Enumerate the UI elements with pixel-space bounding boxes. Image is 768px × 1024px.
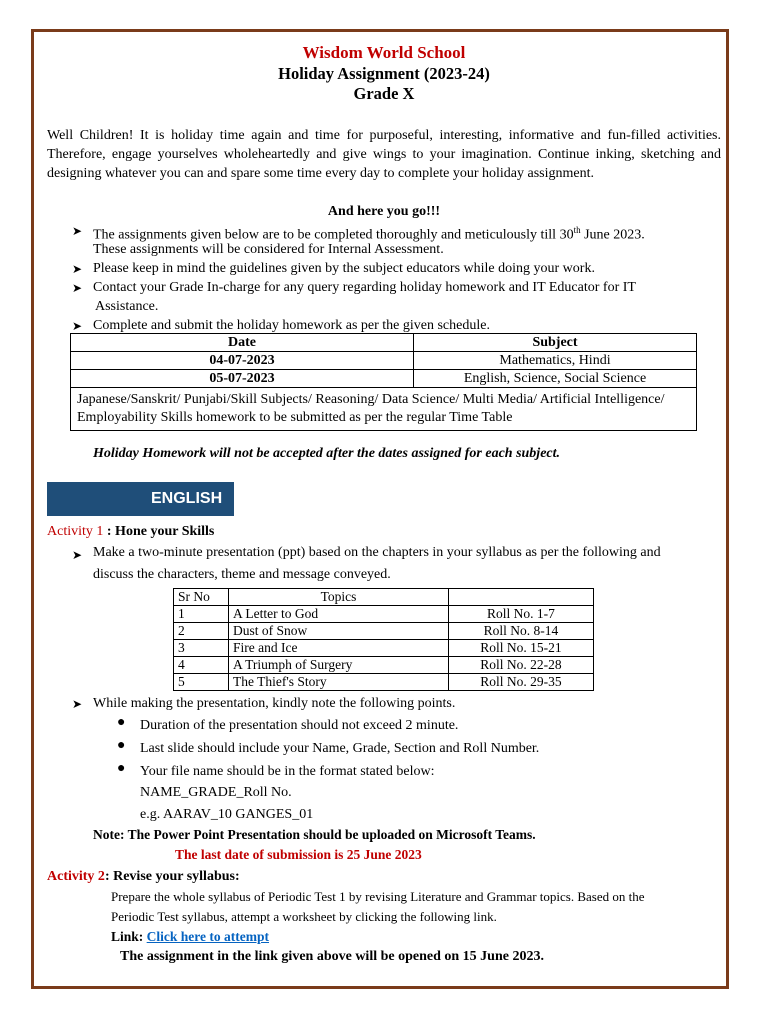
topic-name: The Thief's Story bbox=[229, 674, 449, 691]
link-open-note: The assignment in the link given above will be opened on 15 June 2023. bbox=[120, 949, 544, 964]
table-header-row bbox=[71, 334, 697, 352]
table-header-row bbox=[174, 589, 594, 606]
guideline-3-line2: Assistance. bbox=[95, 299, 159, 314]
topic-name: Fire and Ice bbox=[229, 640, 449, 657]
header-topics: Topics bbox=[229, 589, 449, 606]
table-row bbox=[71, 352, 697, 370]
schedule-date: 04-07-2023 bbox=[71, 352, 414, 370]
worksheet-link[interactable]: Click here to attempt bbox=[146, 929, 269, 944]
dot-bullet-icon: ● bbox=[117, 761, 126, 776]
point-2: Last slide should include your Name, Grade, Section and Roll Number. bbox=[140, 741, 540, 756]
arrow-bullet-icon: ➤ bbox=[72, 319, 83, 333]
table-row bbox=[174, 640, 594, 657]
activity-1-heading: Activity 1 : Hone your Skills bbox=[47, 524, 215, 539]
table-row bbox=[174, 657, 594, 674]
header-sr-no: Sr No bbox=[174, 589, 229, 606]
table-row bbox=[71, 370, 697, 388]
topic-name: A Letter to God bbox=[229, 606, 449, 623]
activity-1-task: Make a two-minute presentation (ppt) based on the chapters in your syllabus as per the following and bbox=[93, 545, 661, 560]
guideline-1: The assignments given below are to be completed thoroughly and meticulously till 30th June 2023. bbox=[93, 225, 645, 243]
topic-roll: Roll No. 1-7 bbox=[449, 606, 594, 623]
arrow-bullet-icon: ➤ bbox=[72, 697, 83, 711]
arrow-bullet-icon: ➤ bbox=[72, 262, 83, 276]
topic-name: A Triumph of Surgery bbox=[229, 657, 449, 674]
guideline-3: Contact your Grade In-charge for any query regarding holiday homework and IT Educator for IT bbox=[93, 280, 636, 295]
table-row bbox=[174, 674, 594, 691]
header-date: Date bbox=[71, 334, 414, 352]
schedule-note: Japanese/Sanskrit/ Punjabi/Skill Subjects/ Reasoning/ Data Science/ Multi Media/ Artificial Intelligence/ Employability Skills homework to be submitted as per the regular Time Table bbox=[71, 388, 697, 431]
guideline-1-line2: These assignments will be considered for Internal Assessment. bbox=[93, 242, 444, 257]
arrow-bullet-icon: ➤ bbox=[72, 548, 83, 562]
activity-2-desc: Prepare the whole syllabus of Periodic Test 1 by revising Literature and Grammar topics. Based on the bbox=[111, 889, 645, 904]
activity-1-task-line2: discuss the characters, theme and message conveyed. bbox=[93, 567, 391, 582]
table-row bbox=[174, 606, 594, 623]
intro-paragraph: Well Children! It is holiday time again and time for purposeful, interesting, informative and fun-filled activities. Therefore, engage yourselves wholeheartedly and give wings to your imagination. Continue inking, sketching and designing whatever you can and spare some time every day to complete your holiday assignment. bbox=[47, 128, 721, 181]
file-name-example: e.g. AARAV_10 GANGES_01 bbox=[140, 807, 314, 822]
grade-title: Grade X bbox=[353, 84, 415, 103]
teams-upload-note: Note: The Power Point Presentation should be uploaded on Microsoft Teams. bbox=[93, 827, 536, 842]
dot-bullet-icon: ● bbox=[117, 715, 126, 730]
english-section-banner: ENGLISH bbox=[47, 482, 234, 516]
topic-sr: 2 bbox=[174, 623, 229, 640]
here-you-go: And here you go!!! bbox=[327, 204, 441, 219]
activity-2-desc-line2: Periodic Test syllabus, attempt a worksheet by clicking the following link. bbox=[111, 909, 497, 924]
schedule-subject: Mathematics, Hindi bbox=[414, 352, 697, 370]
point-1: Duration of the presentation should not exceed 2 minute. bbox=[140, 718, 459, 733]
submission-schedule-table bbox=[70, 333, 697, 431]
assignment-title: Holiday Assignment (2023-24) bbox=[278, 64, 490, 83]
guideline-2: Please keep in mind the guidelines given by the subject educators while doing your work. bbox=[93, 261, 595, 276]
worksheet-link-line: Link: Click here to attempt bbox=[111, 929, 269, 944]
points-intro: While making the presentation, kindly note the following points. bbox=[93, 696, 456, 711]
late-warning: Holiday Homework will not be accepted after the dates assigned for each subject. bbox=[93, 446, 561, 461]
topic-roll: Roll No. 15-21 bbox=[449, 640, 594, 657]
schedule-subject: English, Science, Social Science bbox=[414, 370, 697, 388]
file-name-format: NAME_GRADE_Roll No. bbox=[140, 785, 292, 800]
topic-roll: Roll No. 22-28 bbox=[449, 657, 594, 674]
topic-sr: 3 bbox=[174, 640, 229, 657]
submission-deadline: The last date of submission is 25 June 2023 bbox=[175, 847, 422, 862]
schedule-date: 05-07-2023 bbox=[71, 370, 414, 388]
header-subject: Subject bbox=[414, 334, 697, 352]
presentation-topics-table bbox=[173, 588, 594, 691]
header-roll bbox=[449, 589, 594, 606]
point-3: Your file name should be in the format stated below: bbox=[140, 764, 435, 779]
guideline-4: Complete and submit the holiday homework as per the given schedule. bbox=[93, 318, 490, 333]
activity-2-heading: Activity 2: Revise your syllabus: bbox=[47, 869, 240, 884]
topic-sr: 1 bbox=[174, 606, 229, 623]
topic-sr: 5 bbox=[174, 674, 229, 691]
arrow-bullet-icon: ➤ bbox=[72, 281, 83, 295]
topic-name: Dust of Snow bbox=[229, 623, 449, 640]
topic-roll: Roll No. 29-35 bbox=[449, 674, 594, 691]
topic-sr: 4 bbox=[174, 657, 229, 674]
school-name: Wisdom World School bbox=[302, 43, 466, 62]
table-row bbox=[71, 388, 697, 431]
topic-roll: Roll No. 8-14 bbox=[449, 623, 594, 640]
arrow-bullet-icon: ➤ bbox=[72, 224, 83, 238]
table-row bbox=[174, 623, 594, 640]
dot-bullet-icon: ● bbox=[117, 738, 126, 753]
